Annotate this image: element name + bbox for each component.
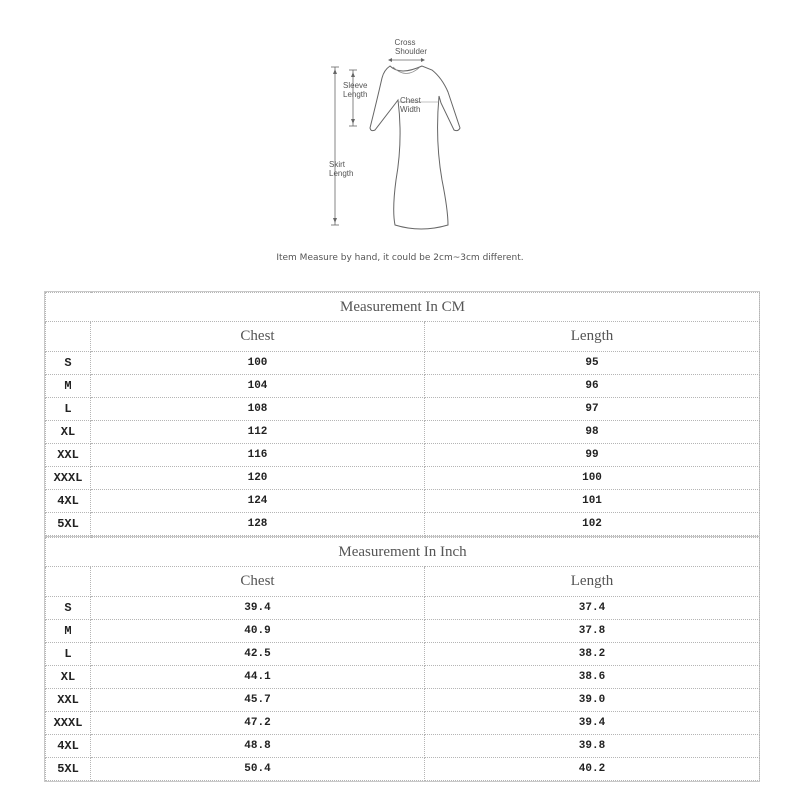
size-label: XXXL bbox=[46, 712, 91, 735]
chest-value: 124 bbox=[91, 490, 425, 513]
length-value: 95 bbox=[425, 352, 760, 375]
chest-value: 100 bbox=[91, 352, 425, 375]
table-row bbox=[46, 712, 760, 735]
chest-value: 48.8 bbox=[91, 735, 425, 758]
chest-value: 104 bbox=[91, 375, 425, 398]
size-label: S bbox=[46, 352, 91, 375]
size-label: L bbox=[46, 398, 91, 421]
table-row bbox=[46, 597, 760, 620]
chest-value: 128 bbox=[91, 513, 425, 536]
chest-value: 108 bbox=[91, 398, 425, 421]
table-row bbox=[46, 758, 760, 781]
chest-value: 40.9 bbox=[91, 620, 425, 643]
length-value: 98 bbox=[425, 421, 760, 444]
size-label: XL bbox=[46, 421, 91, 444]
length-value: 39.4 bbox=[425, 712, 760, 735]
length-value: 38.2 bbox=[425, 643, 760, 666]
chest-value: 112 bbox=[91, 421, 425, 444]
size-label: XXL bbox=[46, 444, 91, 467]
length-value: 97 bbox=[425, 398, 760, 421]
length-value: 37.4 bbox=[425, 597, 760, 620]
size-label: M bbox=[46, 375, 91, 398]
size-label: M bbox=[46, 620, 91, 643]
length-value: 39.0 bbox=[425, 689, 760, 712]
size-label: S bbox=[46, 597, 91, 620]
chest-value: 50.4 bbox=[91, 758, 425, 781]
length-value: 100 bbox=[425, 467, 760, 490]
cross-shoulder-label-2: Shoulder bbox=[394, 47, 428, 56]
table-row bbox=[46, 467, 760, 490]
size-label: 4XL bbox=[46, 490, 91, 513]
length-value: 40.2 bbox=[425, 758, 760, 781]
chest-value: 39.4 bbox=[91, 597, 425, 620]
measurement-note: Item Measure by hand, it could be 2cm~3cm different. bbox=[276, 253, 524, 263]
size-label: 4XL bbox=[46, 735, 91, 758]
size-header bbox=[46, 567, 91, 597]
chest-value: 120 bbox=[91, 467, 425, 490]
size-label: 5XL bbox=[46, 513, 91, 536]
table-row bbox=[46, 666, 760, 689]
table-row bbox=[46, 643, 760, 666]
length-value: 37.8 bbox=[425, 620, 760, 643]
chest-width-label-1: Chest bbox=[400, 96, 421, 105]
length-value: 39.8 bbox=[425, 735, 760, 758]
sleeve-length-label-1: Sleeve bbox=[343, 81, 368, 90]
table-row bbox=[46, 421, 760, 444]
table-title: Measurement In Inch bbox=[46, 538, 760, 567]
skirt-length-label-1: Skirt bbox=[329, 160, 345, 169]
size-table-inch bbox=[44, 536, 760, 782]
length-value: 102 bbox=[425, 513, 760, 536]
sleeve-length-label-2: Length bbox=[343, 90, 368, 99]
table-row bbox=[46, 735, 760, 758]
chest-header: Chest bbox=[91, 567, 425, 597]
dress-measurement-diagram bbox=[320, 30, 480, 240]
size-label: 5XL bbox=[46, 758, 91, 781]
length-header: Length bbox=[425, 322, 760, 352]
table-row bbox=[46, 689, 760, 712]
length-header: Length bbox=[425, 567, 760, 597]
length-value: 99 bbox=[425, 444, 760, 467]
table-row bbox=[46, 352, 760, 375]
table-row bbox=[46, 375, 760, 398]
size-label: L bbox=[46, 643, 91, 666]
size-table-cm bbox=[44, 291, 760, 537]
chest-header: Chest bbox=[91, 322, 425, 352]
dress-icon bbox=[320, 30, 480, 240]
length-value: 96 bbox=[425, 375, 760, 398]
table-row bbox=[46, 513, 760, 536]
table-row bbox=[46, 490, 760, 513]
chest-value: 47.2 bbox=[91, 712, 425, 735]
length-value: 101 bbox=[425, 490, 760, 513]
length-value: 38.6 bbox=[425, 666, 760, 689]
table-title: Measurement In CM bbox=[46, 293, 760, 322]
size-header bbox=[46, 322, 91, 352]
table-row bbox=[46, 620, 760, 643]
skirt-length-label-2: Length bbox=[329, 169, 354, 178]
chest-value: 45.7 bbox=[91, 689, 425, 712]
chest-value: 44.1 bbox=[91, 666, 425, 689]
size-label: XL bbox=[46, 666, 91, 689]
chest-value: 116 bbox=[91, 444, 425, 467]
size-label: XXXL bbox=[46, 467, 91, 490]
cross-shoulder-label-1: Cross bbox=[394, 38, 416, 47]
chest-width-label-2: Width bbox=[400, 105, 421, 114]
chest-value: 42.5 bbox=[91, 643, 425, 666]
table-row bbox=[46, 398, 760, 421]
table-row bbox=[46, 444, 760, 467]
size-label: XXL bbox=[46, 689, 91, 712]
